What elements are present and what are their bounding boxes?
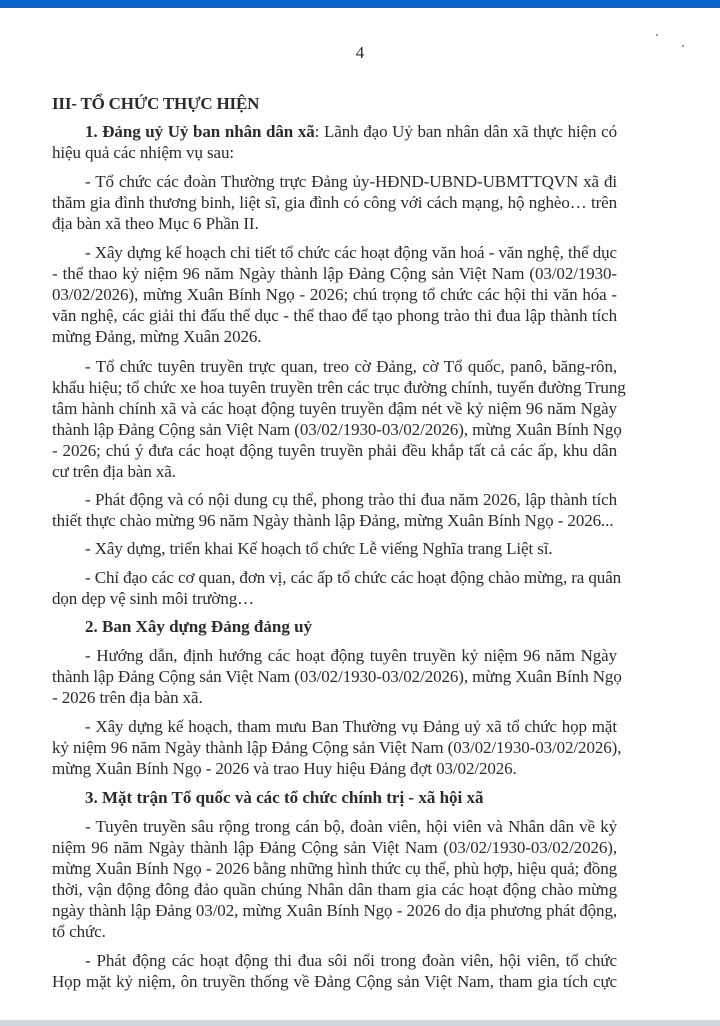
- scan-speck: [656, 34, 658, 36]
- paragraph-line: - Tuyên truyền sâu rộng trong cán bộ, đoàn viên, hội viên và Nhân dân về kỷ: [85, 817, 617, 836]
- paragraph-line: thăm gia đình thương binh, liệt sĩ, gia đình có công với cách mạng, hộ nghèo… trên: [52, 193, 617, 212]
- subsection-title: 2. Ban Xây dựng Đảng đảng uỷ: [85, 617, 313, 636]
- paragraph-line: - 2026 trên địa bàn xã.: [52, 688, 203, 707]
- paragraph-line: - thể thao kỷ niệm 96 năm Ngày thành lập Đảng Cộng sản Việt Nam (03/02/1930-: [52, 264, 617, 283]
- paragraph-line: - Hướng dẫn, định hướng các hoạt động tuyên truyền kỷ niệm 96 năm Ngày: [85, 646, 617, 665]
- paragraph-line: tâm hành chính xã và các hoạt động tuyên truyền đậm nét về kỷ niệm 96 năm Ngày: [52, 399, 617, 418]
- paragraph-line: dọn dẹp vệ sinh môi trường…: [52, 589, 255, 608]
- paragraph-line: cư trên địa bàn xã.: [52, 462, 176, 481]
- paragraph-line: - Xây dựng, triển khai Kế hoạch tổ chức Lễ viếng Nghĩa trang Liệt sĩ.: [85, 539, 553, 558]
- paragraph-line: [85, 121, 617, 142]
- paragraph-line: ngày thành lập Đảng 03/02, mừng Xuân Bính Ngọ - 2026 do địa phương phát động,: [52, 901, 617, 920]
- paragraph-line: - Tổ chức tuyên truyền trực quan, treo cờ Đảng, cờ Tổ quốc, panô, băng-rôn,: [85, 357, 617, 376]
- paragraph-text: : Lãnh đạo Uỷ ban nhân dân xã thực hiện có: [314, 122, 617, 141]
- paragraph-line: thành lập Đảng Cộng sản Việt Nam (03/02/1930-03/02/2026), mừng Xuân Bính Ngọ: [52, 420, 622, 439]
- paragraph-line: - Xây dựng kế hoạch chi tiết tổ chức các hoạt động văn hoá - văn nghệ, thể dục: [85, 243, 617, 262]
- paragraph-line: khẩu hiệu; tổ chức xe hoa tuyên truyền trên các trục đường chính, tuyến đường Trung: [52, 378, 626, 397]
- paragraph-line: thành lập Đảng Cộng sản Việt Nam (03/02/1930-03/02/2026), mừng Xuân Bính Ngọ: [52, 667, 622, 686]
- paragraph-line: kỷ niệm 96 năm Ngày thành lập Đảng Cộng sản Việt Nam (03/02/1930-03/02/2026),: [52, 738, 622, 757]
- paragraph-line: - Phát động và có nội dung cụ thể, phong trào thi đua năm 2026, lập thành tích: [85, 490, 617, 509]
- paragraph-line: 03/02/2026), mừng Xuân Bính Ngọ - 2026; chú trọng tổ chức các hội thi văn hóa -: [52, 285, 617, 304]
- subsection-title: 1. Đảng uỷ Uỷ ban nhân dân xã: [85, 122, 315, 141]
- section-heading: III- TỔ CHỨC THỰC HIỆN: [52, 94, 260, 113]
- paragraph-line: thời, vận động đông đảo quần chúng Nhân dân tham gia các hoạt động chào mừng: [52, 880, 617, 899]
- paragraph-line: mừng Xuân Bính Ngọ - 2026 bằng những hình thức cụ thể, phù hợp, hiệu quả; đồng: [52, 859, 617, 878]
- paragraph-line: mừng Đảng, mừng Xuân 2026.: [52, 327, 262, 346]
- paragraph-line: mừng Xuân Bính Ngọ - 2026 và trao Huy hiệu Đảng đợt 03/02/2026.: [52, 759, 517, 778]
- paragraph-line: Họp mặt kỷ niệm, ôn truyền thống về Đảng Cộng sản Việt Nam, tham gia tích cực: [52, 972, 617, 991]
- paragraph-line: hiệu quả các nhiệm vụ sau:: [52, 143, 234, 162]
- paragraph-line: - Tổ chức các đoàn Thường trực Đảng ủy-HĐND-UBND-UBMTTQVN xã đi: [85, 172, 617, 191]
- paragraph-line: - Xây dựng kế hoạch, tham mưu Ban Thường vụ Đảng uỷ xã tổ chức họp mặt: [85, 717, 617, 736]
- paragraph-line: văn nghệ, các giải thi đấu thể dục - thể thao để tạo phong trào thi đua lập thành tích: [52, 306, 617, 325]
- paragraph-line: - 2026; chú ý đưa các hoạt động tuyên truyền phải đều khắp tất cả các ấp, khu dân: [52, 441, 617, 460]
- paragraph-line: - Chỉ đạo các cơ quan, đơn vị, các ấp tổ chức các hoạt động chào mừng, ra quân: [85, 568, 622, 587]
- paragraph-line: thiết thực chào mừng 96 năm Ngày thành lập Đảng, mừng Xuân Bính Ngọ - 2026...: [52, 511, 614, 530]
- paragraph-line: - Phát động các hoạt động thi đua sôi nổi trong đoàn viên, hội viên, tổ chức: [85, 951, 617, 970]
- paragraph-line: địa bàn xã theo Mục 6 Phần II.: [52, 214, 259, 233]
- viewer-top-bar: [0, 0, 720, 8]
- paragraph-line: tổ chức.: [52, 922, 106, 941]
- subsection-title: 3. Mặt trận Tổ quốc và các tổ chức chính trị - xã hội xã: [85, 788, 484, 807]
- viewer-bottom-bar: [0, 1020, 720, 1026]
- paragraph-line: niệm 96 năm Ngày thành lập Đảng Cộng sản Việt Nam (03/02/1930-03/02/2026),: [52, 838, 617, 857]
- page-number: 4: [355, 43, 365, 62]
